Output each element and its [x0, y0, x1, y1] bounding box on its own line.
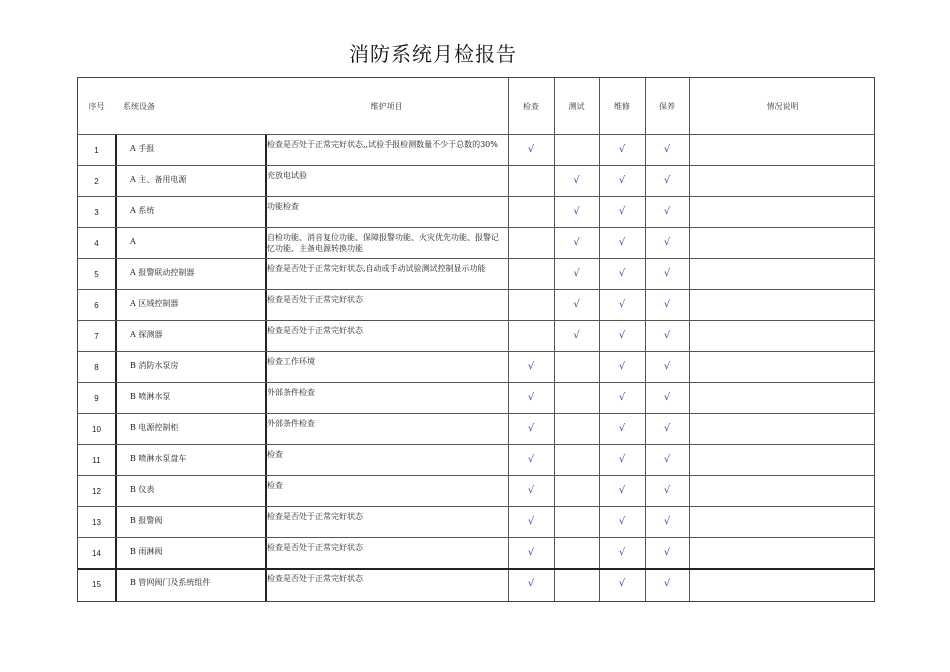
inspect-check-mark: √ [527, 454, 535, 465]
system-device: B 报警阀 [130, 516, 163, 525]
header-items: 维护项目 [370, 101, 403, 111]
repair-check-mark: √ [618, 206, 626, 217]
maintain-check-mark: √ [663, 516, 671, 527]
system-device: B 仪表 [130, 485, 155, 494]
maintenance-item: 检查工作环境 [267, 357, 315, 366]
header-remarks: 情况说明 [766, 101, 799, 111]
inspect-check-mark: √ [527, 423, 535, 434]
maintenance-item: 检查是否处于正常完好状态,自动或手动试验测试控制显示功能 [267, 264, 486, 273]
maintenance-item: 外部条件检查 [267, 419, 315, 428]
row-number: 8 [94, 363, 99, 372]
maintenance-item: 检查是否处于正常完好状态,,试验手报检测数量不少于总数的30% [267, 140, 498, 149]
maintenance-item: 检查 [267, 481, 283, 490]
row-number: 9 [94, 394, 99, 403]
test-check-mark: √ [573, 330, 580, 341]
maintain-check-mark: √ [663, 485, 671, 496]
maintain-check-mark: √ [663, 175, 671, 186]
maintenance-item: 检查是否处于正常完好状态 [267, 512, 363, 521]
test-check-mark: √ [573, 299, 580, 310]
maintain-check-mark: √ [663, 330, 671, 341]
maintain-check-mark: √ [663, 206, 671, 217]
repair-check-mark: √ [618, 485, 626, 496]
maintenance-item: 检查是否处于正常完好状态 [267, 574, 363, 583]
system-device: A 主、备用电源 [130, 175, 187, 184]
inspect-check-mark: √ [527, 485, 535, 496]
repair-check-mark: √ [618, 330, 626, 341]
repair-check-mark: √ [618, 392, 626, 403]
row-number: 12 [92, 487, 101, 496]
row-divider [78, 165, 874, 166]
row-divider [78, 413, 874, 414]
row-number: 11 [92, 456, 101, 465]
row-divider [78, 475, 874, 476]
system-device: A 报警联动控制器 [130, 268, 195, 277]
header-seq: 序号 [88, 101, 105, 111]
row-divider [78, 537, 874, 538]
row-number: 3 [94, 208, 99, 217]
row-number: 13 [92, 518, 101, 527]
maintain-check-mark: √ [663, 144, 671, 155]
header-system: 系统设备 [123, 101, 155, 111]
row-number: 1 [94, 146, 99, 155]
row-divider [78, 568, 874, 570]
column-divider [689, 78, 690, 601]
inspect-check-mark: √ [527, 516, 535, 527]
system-device: A [130, 237, 136, 246]
repair-check-mark: √ [618, 299, 626, 310]
test-check-mark: √ [573, 268, 580, 279]
maintenance-item: 检查是否处于正常完好状态 [267, 295, 363, 304]
maintain-check-mark: √ [663, 547, 671, 558]
system-device: A 区域控制器 [130, 299, 179, 308]
system-device: B 喷淋水泵盘车 [130, 454, 187, 463]
row-number: 10 [92, 425, 101, 434]
header-repair: 维修 [614, 101, 630, 111]
repair-check-mark: √ [618, 423, 626, 434]
system-device: A 手报 [130, 144, 155, 153]
row-divider [78, 289, 874, 290]
row-number: 4 [94, 239, 99, 248]
inspect-check-mark: √ [527, 144, 535, 155]
row-divider [78, 506, 874, 507]
row-divider [78, 227, 874, 228]
row-number: 2 [94, 177, 99, 186]
maintain-check-mark: √ [663, 237, 671, 248]
maintenance-item: 外部条件检查 [267, 388, 315, 397]
system-device: B 管网阀门及系统组件 [130, 578, 211, 587]
repair-check-mark: √ [618, 144, 626, 155]
maintain-check-mark: √ [663, 578, 671, 589]
test-check-mark: √ [573, 206, 580, 217]
inspect-check-mark: √ [527, 547, 535, 558]
maintain-check-mark: √ [663, 454, 671, 465]
maintenance-item: 检查是否处于正常完好状态 [267, 326, 363, 335]
maintain-check-mark: √ [663, 361, 671, 372]
row-number: 7 [94, 332, 99, 341]
repair-check-mark: √ [618, 516, 626, 527]
maintain-check-mark: √ [663, 268, 671, 279]
repair-check-mark: √ [618, 578, 626, 589]
inspect-check-mark: √ [527, 578, 535, 589]
header-maintain: 保养 [659, 101, 675, 111]
inspection-table [77, 77, 875, 602]
row-divider [78, 196, 874, 197]
maintain-check-mark: √ [663, 423, 671, 434]
row-number: 14 [92, 549, 101, 558]
system-device: B 电源控制柜 [130, 423, 179, 432]
repair-check-mark: √ [618, 175, 626, 186]
maintain-check-mark: √ [663, 392, 671, 403]
maintenance-item: 自检功能、消音复位功能、保障报警功能、火灾优先功能、报警记忆功能、主备电源转换功能 [267, 233, 499, 253]
header-inspect: 检查 [523, 101, 539, 111]
repair-check-mark: √ [618, 454, 626, 465]
row-divider [78, 351, 874, 352]
column-divider [115, 134, 117, 601]
inspect-check-mark: √ [527, 361, 535, 372]
maintenance-item: 检查 [267, 450, 283, 459]
system-device: B 喷淋水泵 [130, 392, 171, 401]
system-device: B 雨淋阀 [130, 547, 163, 556]
repair-check-mark: √ [618, 361, 626, 372]
maintenance-item: 功能检查 [267, 202, 299, 211]
system-device: A 系统 [130, 206, 155, 215]
report-title: 消防系统月检报告 [349, 42, 517, 66]
repair-check-mark: √ [618, 237, 626, 248]
maintain-check-mark: √ [663, 299, 671, 310]
system-device: A 探测器 [130, 330, 163, 339]
maintenance-item: 检查是否处于正常完好状态 [267, 543, 363, 552]
row-divider [78, 382, 874, 383]
row-divider [78, 258, 874, 259]
test-check-mark: √ [573, 175, 580, 186]
system-device: B 消防水泵房 [130, 361, 179, 370]
row-divider [78, 444, 874, 445]
row-number: 5 [94, 270, 99, 279]
maintenance-item: 充放电试验 [267, 171, 307, 180]
row-number: 6 [94, 301, 99, 310]
row-number: 15 [92, 580, 101, 589]
repair-check-mark: √ [618, 268, 626, 279]
test-check-mark: √ [573, 237, 580, 248]
row-divider [78, 134, 874, 135]
header-test: 测试 [568, 101, 585, 111]
row-divider [78, 320, 874, 321]
repair-check-mark: √ [618, 547, 626, 558]
inspect-check-mark: √ [527, 392, 535, 403]
